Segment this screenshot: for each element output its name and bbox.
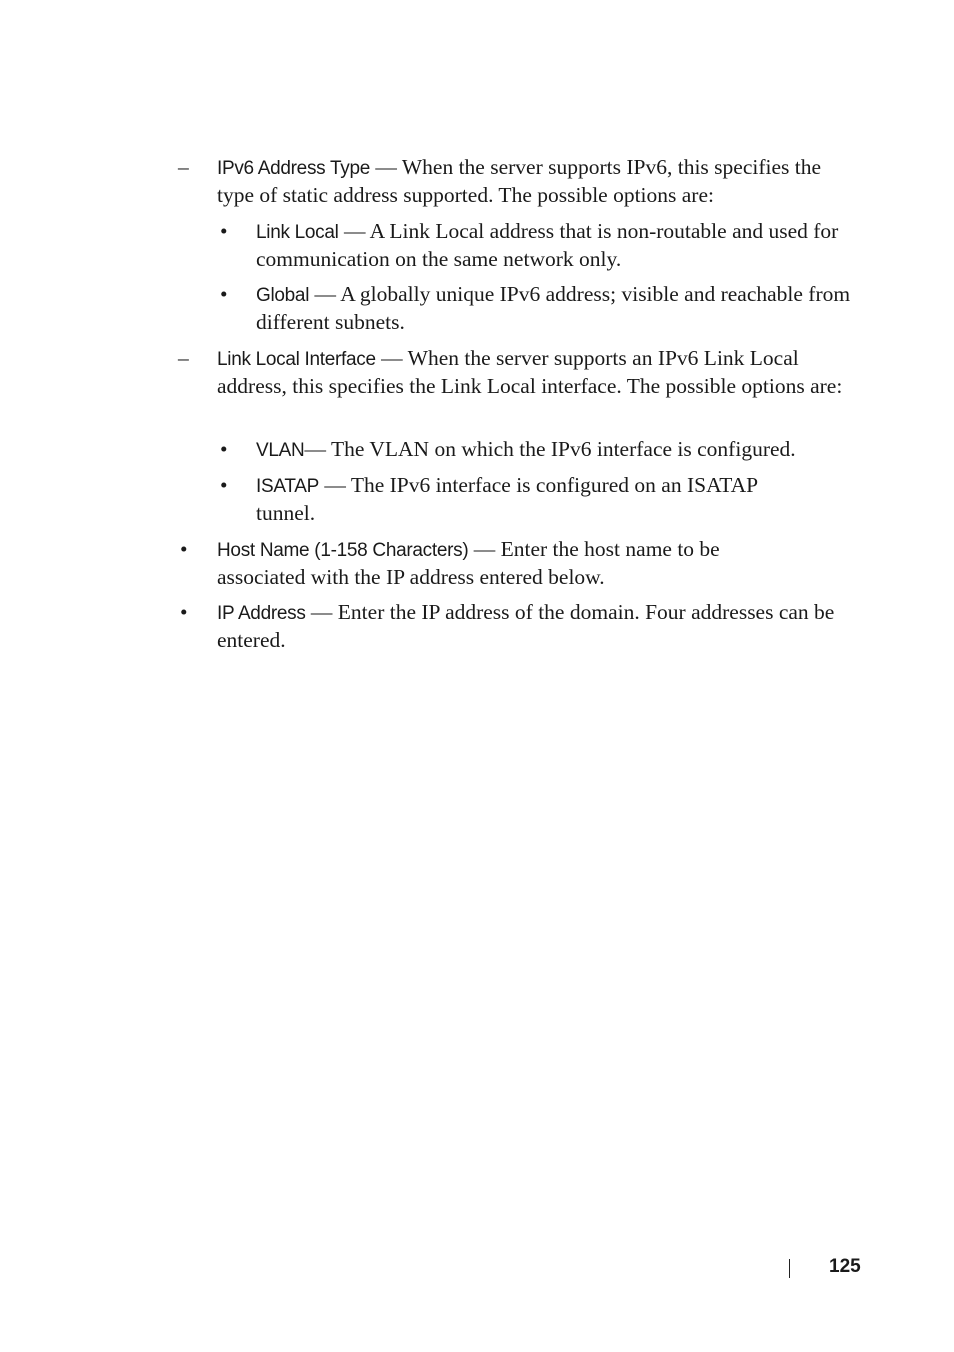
bullet-marker: • xyxy=(180,537,188,561)
description: Enter the IP address of the domain. Four addresses can be entered. xyxy=(217,600,835,652)
separator: — xyxy=(305,600,338,624)
term-label: Link Local Interface xyxy=(217,349,376,370)
bullet-marker: • xyxy=(220,437,228,461)
term-label: Host Name (1-158 Characters) xyxy=(217,540,469,561)
term-label: Global xyxy=(256,285,310,306)
description: A globally unique IPv6 address; visible and reachable from different subnets. xyxy=(256,282,851,334)
description: A Link Local address that is non-routable and used for communication on the same network only. xyxy=(256,219,839,271)
description: When the server supports IPv6, this specifies the type of static address supported. The possible options are: xyxy=(217,155,822,207)
separator: — xyxy=(318,473,351,497)
list-item-ip-address xyxy=(217,599,857,654)
bullet-marker: • xyxy=(220,219,228,243)
description: When the server supports an IPv6 Link Local address, this specifies the Link Local interface. The possible options are: xyxy=(217,346,843,398)
bullet-marker: • xyxy=(220,473,228,497)
separator: — xyxy=(338,219,370,243)
list-item-link-local-interface xyxy=(217,345,857,400)
dash-marker: – xyxy=(178,346,189,370)
list-item-ipv6-address-type xyxy=(217,154,857,209)
separator: — xyxy=(304,437,331,461)
list-item-vlan xyxy=(256,436,856,464)
bullet-marker: • xyxy=(220,282,228,306)
description: The VLAN on which the IPv6 interface is configured. xyxy=(330,437,796,461)
list-item-isatap xyxy=(256,472,801,527)
separator: — xyxy=(375,346,408,370)
term-label: Link Local xyxy=(256,222,339,243)
list-item-global xyxy=(256,281,856,336)
description: The IPv6 interface is configured on an ISATAP tunnel. xyxy=(256,473,758,525)
term-label: ISATAP xyxy=(256,476,319,497)
separator: — xyxy=(309,282,341,306)
term-label: IP Address xyxy=(217,603,306,624)
bullet-marker: • xyxy=(180,600,188,624)
list-item-link-local xyxy=(256,218,856,273)
term-label: VLAN xyxy=(256,440,305,461)
footer-divider xyxy=(789,1259,790,1278)
term-label: IPv6 Address Type xyxy=(217,158,370,179)
list-item-host-name xyxy=(217,536,797,591)
separator: — xyxy=(468,537,501,561)
separator: — xyxy=(369,155,402,179)
dash-marker: – xyxy=(178,155,189,179)
description: Enter the host name to be associated with the IP address entered below. xyxy=(217,537,720,589)
page-number: 125 xyxy=(829,1256,861,1277)
